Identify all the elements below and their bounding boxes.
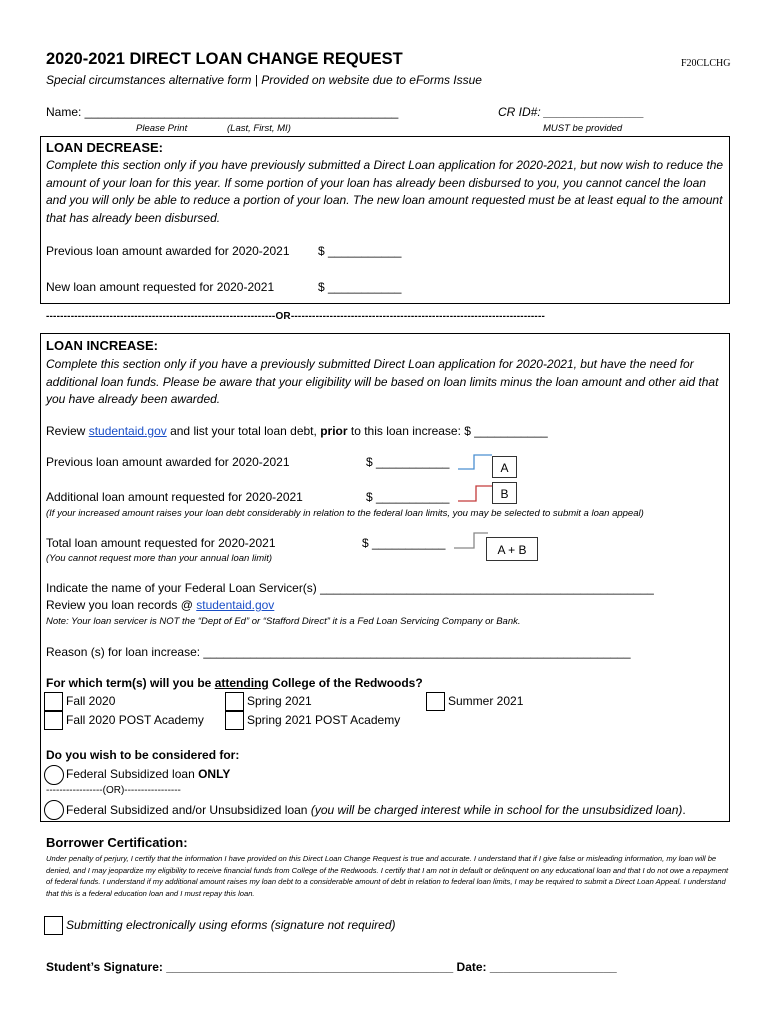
loan-records-line: Review you loan records @ studentaid.gov xyxy=(46,598,275,612)
please-print-hint: Please Print xyxy=(136,123,188,134)
loan-increase-instructions: Complete this section only if you have a previously submitted Direct Loan application for 2020-2021, but have the need for additional loan funds. Please be aware that your eligibility will be based on loan limits minus the loan amount and other aid that you have already been awarded. xyxy=(46,357,719,406)
checkbox-summer-2021[interactable] xyxy=(426,692,445,711)
form-code: F20CLCHG xyxy=(681,58,731,69)
checkbox-fall-2020-post-academy[interactable] xyxy=(44,711,63,730)
loan-type-question: Do you wish to be considered for: xyxy=(46,748,240,762)
loan-increase-heading: LOAN INCREASE: xyxy=(46,338,158,353)
term-label-summer-2021: Summer 2021 xyxy=(448,694,524,708)
decrease-new-label: New loan amount requested for 2020-2021 xyxy=(46,280,275,294)
tag-b: B xyxy=(492,482,517,504)
term-label-spring-2021: Spring 2021 xyxy=(247,694,312,708)
annual-limit-note: (You cannot request more than your annual loan limit) xyxy=(46,553,273,564)
connector-a xyxy=(456,453,496,473)
tag-a: A xyxy=(492,456,517,478)
checkbox-electronic-submission[interactable] xyxy=(44,916,63,935)
page-subtitle: Special circumstances alternative form | Provided on website due to eForms Issue xyxy=(46,73,482,87)
loan-decrease-heading: LOAN DECREASE: xyxy=(46,140,164,155)
term-label-spring-2021-post-academy: Spring 2021 POST Academy xyxy=(247,713,401,727)
increase-additional-label: Additional loan amount requested for 2020-2021 xyxy=(46,490,303,504)
name-format-hint: (Last, First, MI) xyxy=(227,123,291,134)
signature-date-line[interactable]: Student’s Signature: ___________________________________________ Date: ___________________ xyxy=(46,960,617,974)
increase-additional-amount[interactable]: $ ___________ xyxy=(366,490,450,504)
total-debt-field[interactable]: to this loan increase: $ ___________ xyxy=(347,424,548,438)
servicer-note: Note: Your loan servicer is NOT the “Dept of Ed” or “Stafford Direct” it is a Fed Loan Servicing Company or Bank. xyxy=(46,616,521,627)
checkbox-spring-2021-post-academy[interactable] xyxy=(225,711,244,730)
or-divider: -----------------------------------------------------------------OR------------------------------------------------------------------------ xyxy=(46,311,546,322)
terms-question: For which term(s) will you be attending College of the Redwoods? xyxy=(46,676,423,690)
term-label-fall-2020-post-academy: Fall 2020 POST Academy xyxy=(66,713,204,727)
radio-subsidized-only[interactable] xyxy=(44,765,64,785)
decrease-previous-amount[interactable]: $ ___________ xyxy=(318,244,402,258)
decrease-previous-label: Previous loan amount awarded for 2020-2021 xyxy=(46,244,290,258)
loan-decrease-instructions: Complete this section only if you have previously submitted a Direct Loan application for 2020-2021, but now wish to reduce the amount of your loan for this year. If some portion of your loan has already been disbursed to you, you cannot cancel the loan and you will only be able to reduce a portion of your loan. The new loan amount requested must be at least equal to the amount that has already been disbursed. xyxy=(46,158,724,225)
tag-a-plus-b: A + B xyxy=(486,537,538,561)
increase-previous-label: Previous loan amount awarded for 2020-2021 xyxy=(46,455,290,469)
checkbox-spring-2021[interactable] xyxy=(225,692,244,711)
increase-previous-amount[interactable]: $ ___________ xyxy=(366,455,450,469)
studentaid-link[interactable]: studentaid.gov xyxy=(88,424,167,438)
loan-servicer-field[interactable]: Indicate the name of your Federal Loan Servicer(s) __________________________________________________ xyxy=(46,581,654,595)
reason-field[interactable]: Reason (s) for loan increase: ________________________________________________________________ xyxy=(46,645,631,659)
electronic-submission-label: Submitting electronically using eforms (signature not required) xyxy=(66,918,396,932)
decrease-new-amount[interactable]: $ ___________ xyxy=(318,280,402,294)
name-field[interactable]: Name: _______________________________________________ xyxy=(46,105,399,119)
review-debt-line: Review studentaid.gov and list your total loan debt, prior to this loan increase: $ ___________ xyxy=(46,424,548,438)
increase-total-amount[interactable]: $ ___________ xyxy=(362,536,446,550)
loan-type-or: -----------------(OR)----------------- xyxy=(46,785,181,796)
crid-field[interactable]: CR ID#: _______________ xyxy=(498,105,645,119)
loan-appeal-note: (If your increased amount raises your loan debt considerably in relation to the federal loan limits, you may be selected to submit a loan appeal) xyxy=(46,508,644,519)
option-subsidized-only: Federal Subsidized loan ONLY xyxy=(66,767,231,781)
certification-heading: Borrower Certification: xyxy=(46,835,188,850)
page-title: 2020-2021 DIRECT LOAN CHANGE REQUEST xyxy=(46,50,403,68)
studentaid-records-link[interactable]: studentaid.gov xyxy=(196,598,275,612)
radio-subsidized-unsubsidized[interactable] xyxy=(44,800,64,820)
option-subsidized-unsubsidized: Federal Subsidized and/or Unsubsidized loan (you will be charged interest while in school for the unsubsidized loan). xyxy=(66,803,686,817)
term-label-fall-2020: Fall 2020 xyxy=(66,694,116,708)
increase-total-label: Total loan amount requested for 2020-2021 xyxy=(46,536,276,550)
connector-b xyxy=(456,483,496,505)
crid-required-hint: MUST be provided xyxy=(543,123,623,134)
checkbox-fall-2020[interactable] xyxy=(44,692,63,711)
certification-text: Under penalty of perjury, I certify that the information I have provided on this Direct Loan Change Request is true and accurate. I understand that if I give false or misleading information, my loan will be denied, and I may jeopardize my eligibility to receive financial funds from College of the Redwoods. I certify that I am not in default or delinquent on any educational loan and that I do not owe a repayment of federal funds. I understand if my additional amount raises my loan debt to a considerable amount of debt in relation to federal loan limits, I may be required to submit a Direct Loan Appeal. I understand that this is a federal education loan and I must repay this loan. xyxy=(46,854,729,898)
